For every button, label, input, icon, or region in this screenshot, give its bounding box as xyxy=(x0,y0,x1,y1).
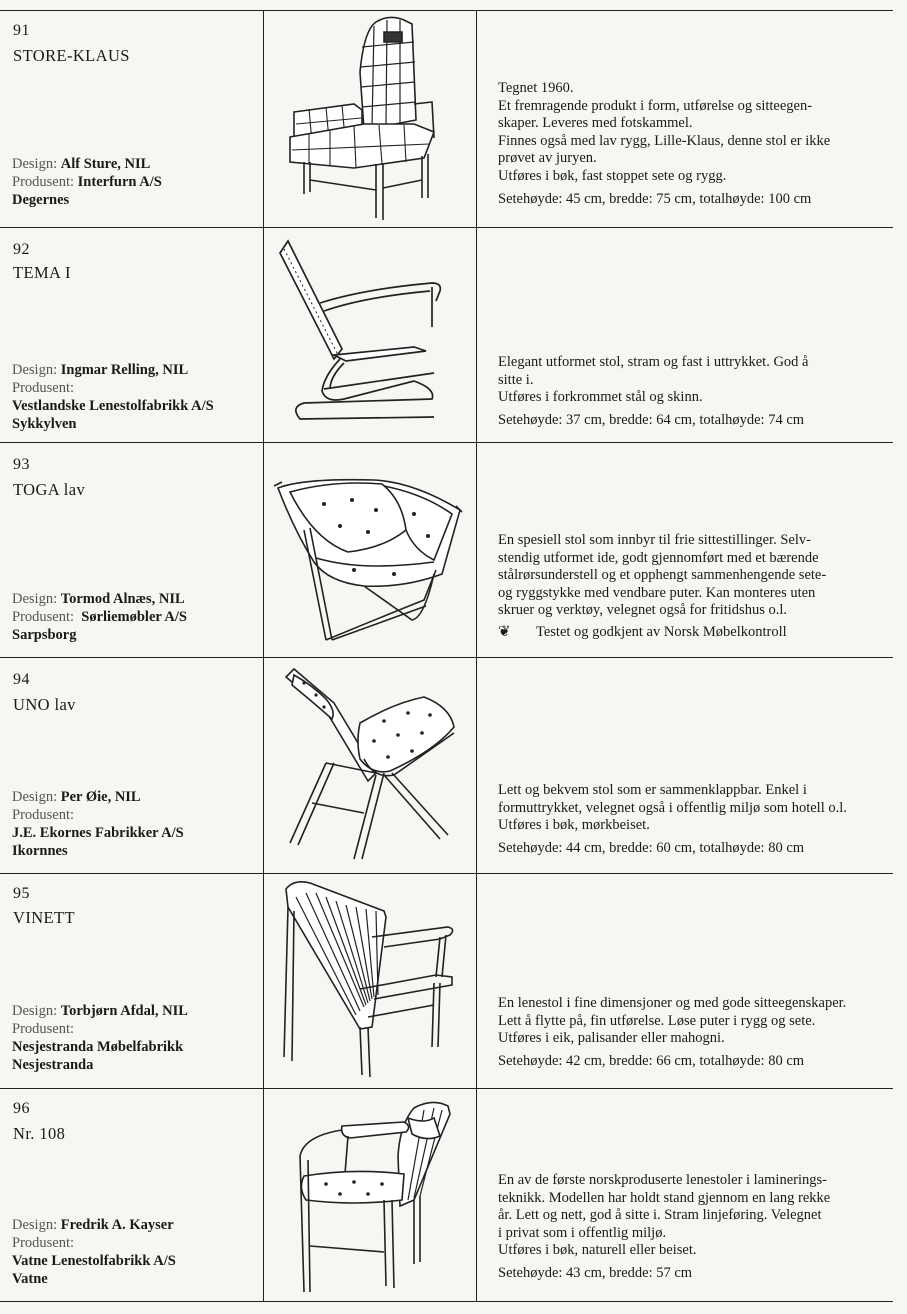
description-line: En av de første norskproduserte lenestoler i laminerings- xyxy=(498,1172,827,1188)
producer: Sørliemøbler A/S xyxy=(81,609,187,625)
description-line: Lett og bekvem stol som er sammenklappbar. Enkel i xyxy=(498,782,807,798)
designer: Tormod Alnæs, NIL xyxy=(60,591,185,607)
description-line: i privat som i offentlig miljø. xyxy=(498,1224,667,1241)
location: Sarpsborg xyxy=(12,627,77,643)
description-line: stålrørsunderstell og et opphengt sammenhengende sete- xyxy=(498,567,827,584)
entry-number: 93 xyxy=(13,456,30,473)
entry-description xyxy=(498,995,876,1070)
certification xyxy=(498,624,876,642)
entry-number: 91 xyxy=(13,22,30,39)
description-line: Et fremragende produkt i form, utførelse og sitteegen- xyxy=(498,97,813,114)
description-line: sitte i. xyxy=(498,371,534,388)
design-label: Design: xyxy=(12,789,58,805)
location: Sykkylven xyxy=(12,416,77,432)
description-line: Utføres i bøk, naturell eller beiset. xyxy=(498,1242,697,1259)
producer: Vatne Lenestolfabrikk A/S xyxy=(12,1253,176,1269)
table-border-bottom xyxy=(0,1301,893,1302)
producer: J.E. Ekornes Fabrikker A/S xyxy=(12,825,184,841)
entry-description xyxy=(498,782,876,857)
designer: Per Øie, NIL xyxy=(60,789,141,805)
location: Ikornnes xyxy=(12,843,68,859)
entry-description xyxy=(498,1172,876,1283)
design-label: Design: xyxy=(12,591,58,607)
certification-text: Testet og godkjent av Norsk Møbelkontroll xyxy=(536,623,787,640)
entry-dimensions: Setehøyde: 37 cm, bredde: 64 cm, totalhøyde: 74 cm xyxy=(498,411,805,428)
entry-name: Nr. 108 xyxy=(13,1124,66,1143)
entry-credits xyxy=(12,788,184,860)
description-line: formuttrykket, velegnet også i offentlig miljø som hotell o.l. xyxy=(498,799,847,816)
entry-description xyxy=(498,532,876,642)
description-line: Finnes også med lav rygg, Lille-Klaus, denne stol er ikke xyxy=(498,132,831,149)
entry-number: 92 xyxy=(13,241,30,258)
producer-label: Produsent: xyxy=(12,174,75,190)
description-line: En lenestol i fine dimensjoner og med gode sitteegenskaper. xyxy=(498,995,847,1011)
description-line: Utføres i bøk, fast stoppet sete og rygg. xyxy=(498,167,727,184)
entry-credits xyxy=(12,155,162,209)
tubular-steel-chair-icon xyxy=(264,231,476,431)
location: Vatne xyxy=(12,1271,48,1287)
design-label: Design: xyxy=(12,362,58,378)
producer: Interfurn A/S xyxy=(77,174,162,190)
folding-chair-icon xyxy=(264,663,476,863)
description-line: Utføres i forkrommet stål og skinn. xyxy=(498,389,703,406)
entry-dimensions: Setehøyde: 42 cm, bredde: 66 cm, totalhøyde: 80 cm xyxy=(498,1052,805,1069)
entry-name: VINETT xyxy=(13,908,75,927)
entry-credits xyxy=(12,1216,176,1288)
description-line: og ryggstykke med vendbare puter. Kan monteres uten xyxy=(498,584,816,601)
entry-number: 94 xyxy=(13,671,30,688)
location: Degernes xyxy=(12,192,70,208)
entry-number: 95 xyxy=(13,885,30,902)
entry-credits xyxy=(12,1002,188,1074)
producer-label: Produsent: xyxy=(12,609,75,625)
description-line: år. Lett og nett, god å sitte i. Stram linjeføring. Velegnet xyxy=(498,1207,822,1224)
entry-description xyxy=(498,80,876,208)
entry-dimensions: Setehøyde: 44 cm, bredde: 60 cm, totalhøyde: 80 cm xyxy=(498,839,805,856)
high-back-armchair-icon xyxy=(264,12,476,225)
entry-row xyxy=(0,1088,893,1301)
designer: Alf Sture, NIL xyxy=(60,156,151,172)
designer: Torbjørn Afdal, NIL xyxy=(60,1003,188,1019)
entry-name: TEMA I xyxy=(13,263,71,282)
certification-mark: ❦ xyxy=(498,623,511,640)
entry-credits xyxy=(12,361,214,433)
description-line: stendig utformet ide, godt gjennomført med et bærende xyxy=(498,549,819,566)
entry-row xyxy=(0,442,893,657)
description-line: prøvet av juryen. xyxy=(498,150,597,167)
entry-row xyxy=(0,873,893,1088)
entry-credits xyxy=(12,590,187,644)
entry-dimensions: Setehøyde: 45 cm, bredde: 75 cm, totalhøyde: 100 cm xyxy=(498,190,812,207)
producer-label: Produsent: xyxy=(12,380,75,396)
producer-label: Produsent: xyxy=(12,807,75,823)
designer: Ingmar Relling, NIL xyxy=(60,362,189,378)
description-line: Utføres i bøk, mørkbeiset. xyxy=(498,817,650,834)
description-line: En spesiell stol som innbyr til frie sittestillinger. Selv- xyxy=(498,532,811,548)
producer-label: Produsent: xyxy=(12,1021,75,1037)
design-label: Design: xyxy=(12,1217,58,1233)
entry-name: TOGA lav xyxy=(13,480,86,499)
design-label: Design: xyxy=(12,1003,58,1019)
slatted-armchair-icon xyxy=(264,877,476,1082)
entry-name: UNO lav xyxy=(13,695,76,714)
designer: Fredrik A. Kayser xyxy=(60,1217,174,1233)
description-line: Utføres i eik, palisander eller mahogni. xyxy=(498,1030,725,1047)
producer: Vestlandske Lenestolfabrikk A/S xyxy=(12,398,214,414)
location: Nesjestranda xyxy=(12,1057,94,1073)
entry-row xyxy=(0,657,893,873)
design-label: Design: xyxy=(12,156,58,172)
entry-row xyxy=(0,227,893,442)
description-line: Lett å flytte på, fin utførelse. Løse puter i rygg og sete. xyxy=(498,1012,816,1029)
entry-row xyxy=(0,10,893,227)
entry-dimensions: Setehøyde: 43 cm, bredde: 57 cm xyxy=(498,1264,693,1281)
sling-lounge-chair-icon xyxy=(264,470,476,645)
laminated-armchair-icon xyxy=(264,1096,476,1296)
producer: Nesjestranda Møbelfabrikk xyxy=(12,1039,184,1055)
description-line: skaper. Leveres med fotskammel. xyxy=(498,115,693,132)
entry-number: 96 xyxy=(13,1100,30,1117)
description-line: Elegant utformet stol, stram og fast i uttrykket. God å xyxy=(498,354,809,370)
entry-description xyxy=(498,354,876,429)
producer-label: Produsent: xyxy=(12,1235,75,1251)
description-line: teknikk. Modellen har holdt stand gjennom en lang rekke xyxy=(498,1189,831,1206)
description-line: skruer og verktøy, velegnet også for fritidshus o.l. xyxy=(498,602,787,619)
entry-name: STORE-KLAUS xyxy=(13,46,130,65)
description-line: Tegnet 1960. xyxy=(498,80,574,96)
